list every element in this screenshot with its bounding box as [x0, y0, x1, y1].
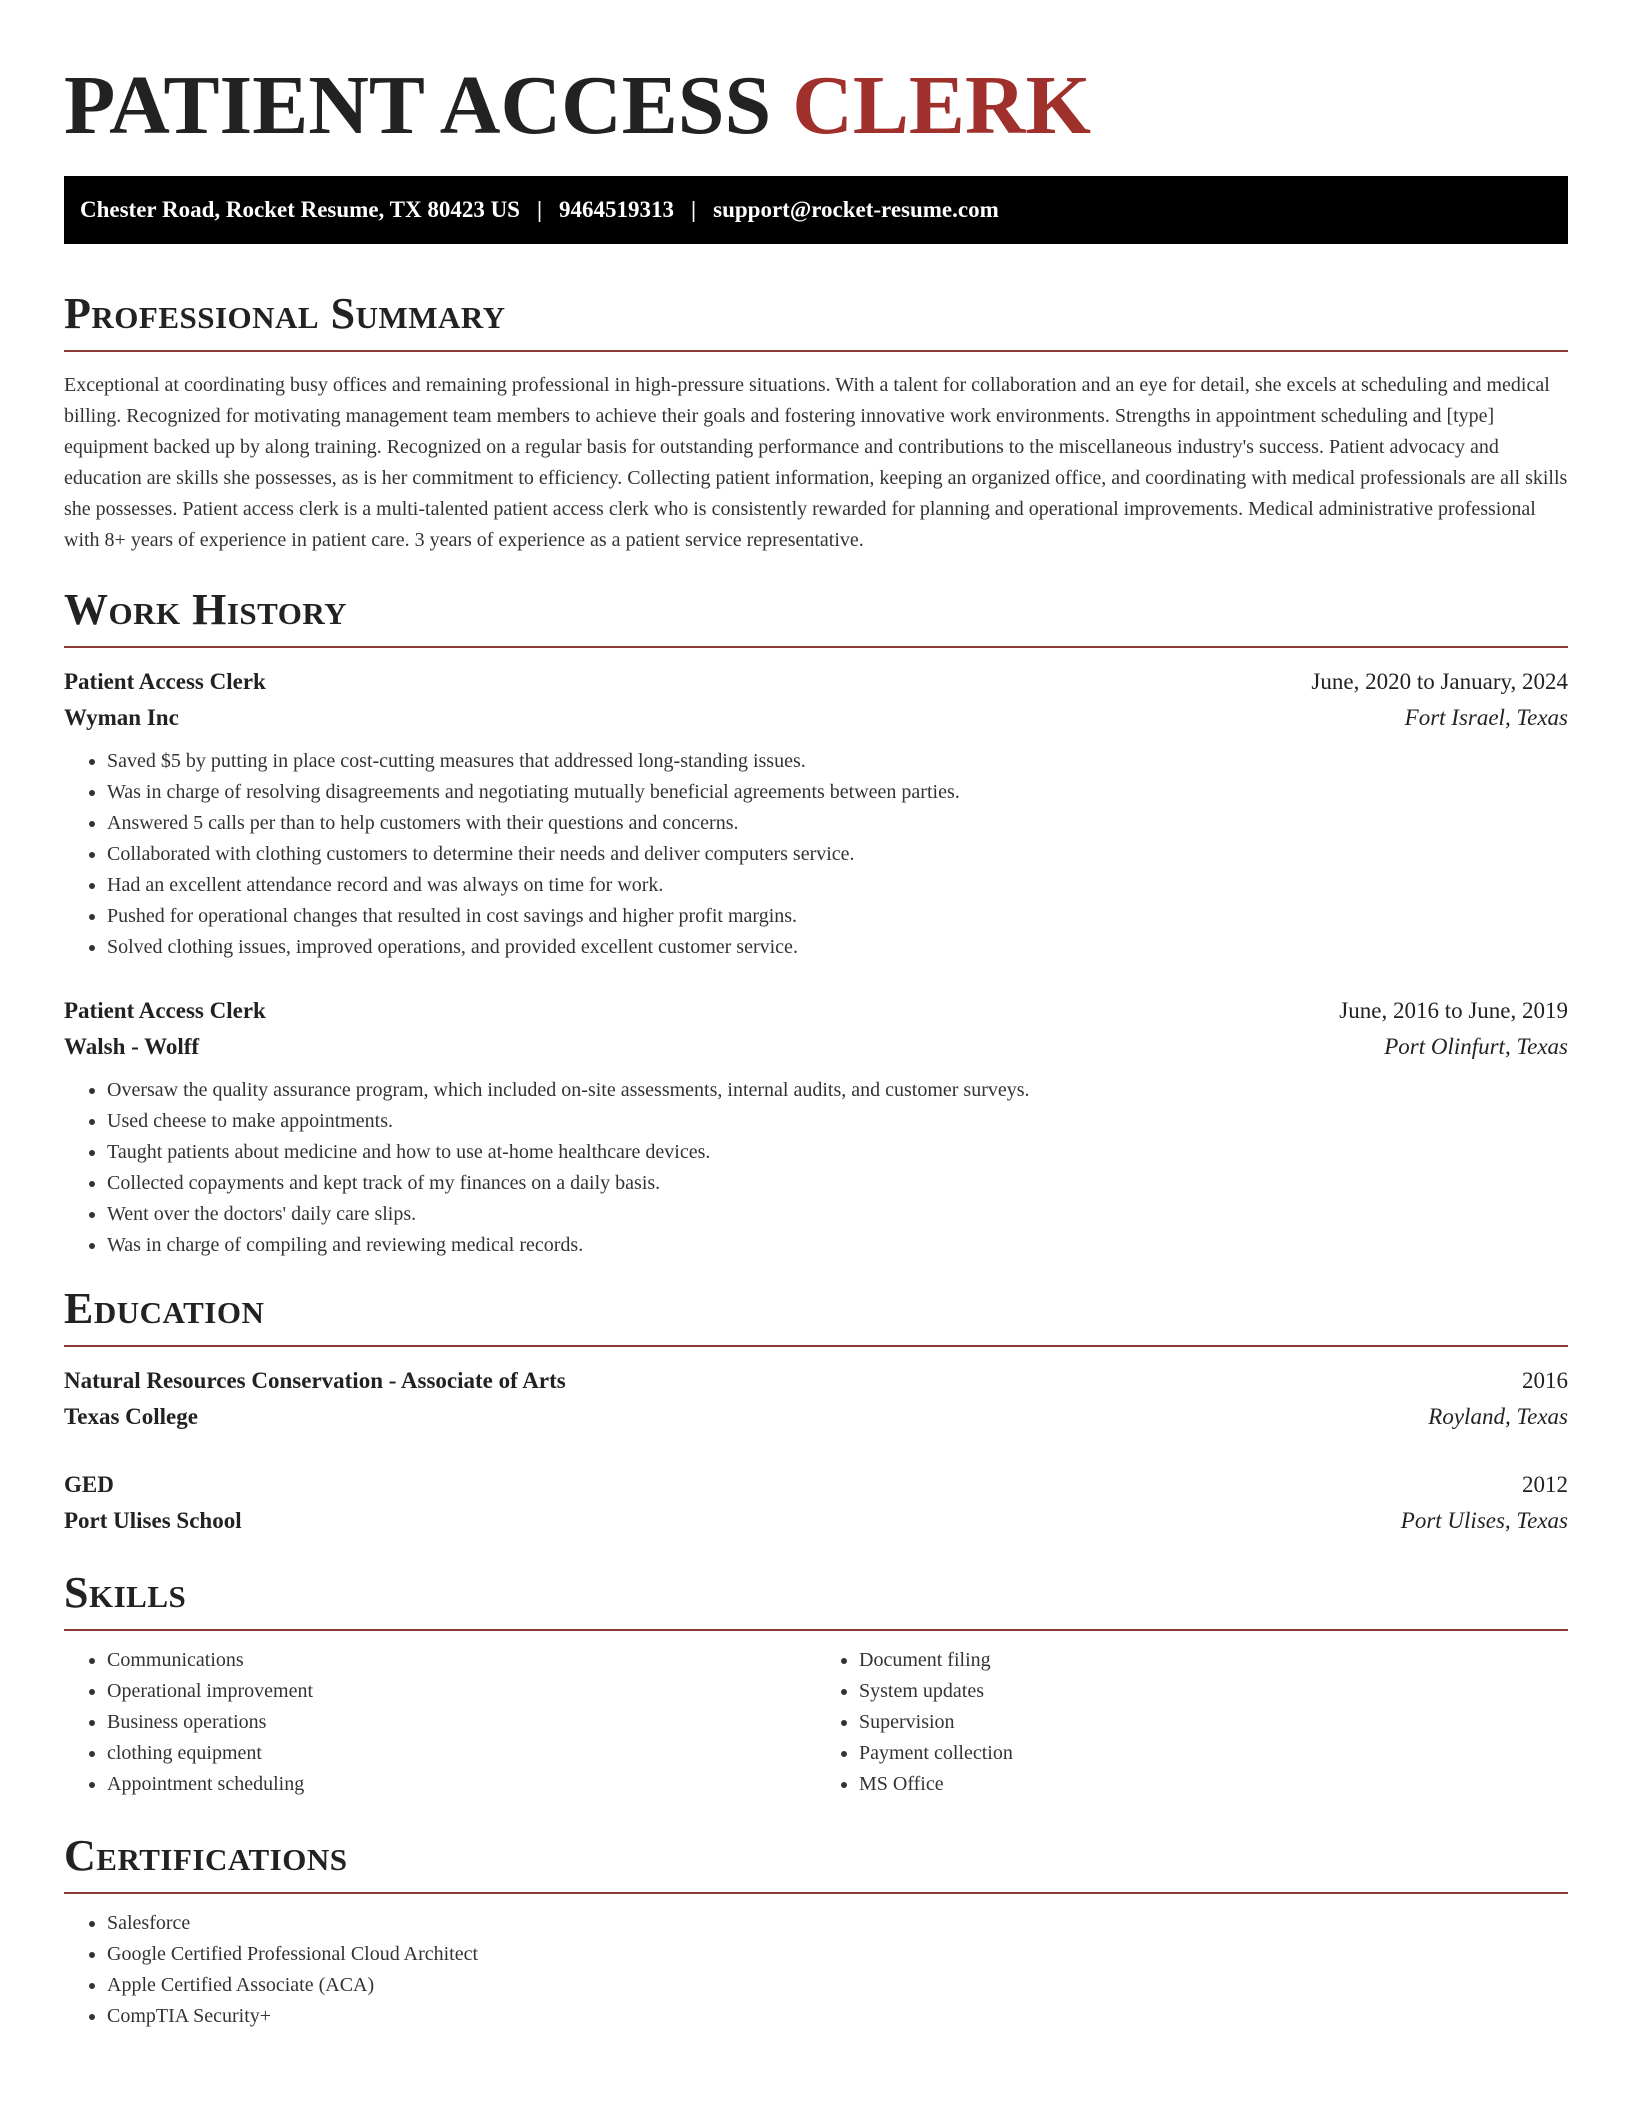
contact-address: Chester Road, Rocket Resume, TX 80423 US [80, 197, 520, 222]
list-item: • Salesforce [107, 1908, 1568, 1939]
list-item: • Document filing [859, 1645, 1568, 1676]
section-divider [64, 1629, 1568, 1631]
list-item: • Appointment scheduling [107, 1769, 816, 1800]
contact-bar [64, 176, 1568, 244]
title-main: PATIENT ACCESS [64, 59, 772, 152]
skills-list-right [816, 1645, 1568, 1800]
list-item: • Used cheese to make appointments. [107, 1106, 1568, 1137]
list-item: • MS Office [859, 1769, 1568, 1800]
list-item: • Went over the doctors' daily care slips. [107, 1199, 1568, 1230]
job-title: Patient Access Clerk [64, 669, 266, 694]
contact-separator: | [691, 197, 697, 222]
education-school: Texas College [64, 1404, 198, 1429]
education-heading: Education [64, 1284, 265, 1333]
summary-heading: Professional Summary [64, 289, 506, 338]
list-item: • Apple Certified Associate (ACA) [107, 1970, 1568, 2001]
job-company: Wyman Inc [64, 705, 179, 730]
skills-list-left [64, 1645, 816, 1800]
education-degree-row [64, 1363, 1568, 1399]
list-item: • Collected copayments and kept track of my finances on a daily basis. [107, 1168, 1568, 1199]
list-item: • Collaborated with clothing customers to determine their needs and deliver computers service. [107, 839, 1568, 870]
list-item: • Had an excellent attendance record and was always on time for work. [107, 870, 1568, 901]
education-location: Royland, Texas [1428, 1404, 1568, 1429]
education-entry [64, 1363, 1568, 1435]
job-location: Fort Israel, Texas [1404, 705, 1568, 730]
job-dates: June, 2020 to January, 2024 [1311, 669, 1568, 694]
contact-email: support@rocket-resume.com [713, 197, 999, 222]
job-company-row [64, 1029, 1568, 1065]
education-year: 2012 [1522, 1472, 1568, 1497]
education-school-row [64, 1503, 1568, 1539]
work-history-section [64, 584, 1568, 1261]
education-school-row [64, 1399, 1568, 1435]
skills-section [64, 1567, 1568, 1800]
job-title: Patient Access Clerk [64, 998, 266, 1023]
summary-section [64, 288, 1568, 556]
list-item: • Pushed for operational changes that resulted in cost savings and higher profit margins. [107, 901, 1568, 932]
job-title-row [64, 664, 1568, 700]
education-location: Port Ulises, Texas [1400, 1508, 1568, 1533]
list-item: • Was in charge of resolving disagreements and negotiating mutually beneficial agreements between parties. [107, 777, 1568, 808]
title-accent: CLERK [792, 59, 1091, 152]
list-item: • Business operations [107, 1707, 816, 1738]
certifications-heading: Certifications [64, 1831, 348, 1880]
list-item: • Was in charge of compiling and reviewing medical records. [107, 1230, 1568, 1261]
education-degree-row [64, 1467, 1568, 1503]
job-bullets [64, 746, 1568, 963]
skills-heading: Skills [64, 1568, 187, 1617]
section-divider [64, 1345, 1568, 1347]
job-bullets [64, 1075, 1568, 1261]
list-item: • Communications [107, 1645, 816, 1676]
list-item: • Solved clothing issues, improved operations, and provided excellent customer service. [107, 932, 1568, 963]
job-company-row [64, 700, 1568, 736]
job-title-row [64, 993, 1568, 1029]
list-item: • Taught patients about medicine and how to use at-home healthcare devices. [107, 1137, 1568, 1168]
job-entry [64, 664, 1568, 963]
contact-separator: | [536, 197, 543, 222]
list-item: • Payment collection [859, 1738, 1568, 1769]
list-item: • clothing equipment [107, 1738, 816, 1769]
skills-grid [64, 1645, 1568, 1800]
education-school: Port Ulises School [64, 1508, 242, 1533]
section-divider [64, 1892, 1568, 1894]
contact-phone: 9464519313 [559, 197, 675, 222]
list-item: • Saved $5 by putting in place cost-cutting measures that addressed long-standing issues. [107, 746, 1568, 777]
work-history-heading: Work History [64, 585, 348, 634]
list-item: • Google Certified Professional Cloud Architect [107, 1939, 1568, 1970]
list-item: • System updates [859, 1676, 1568, 1707]
list-item: • Oversaw the quality assurance program, which included on-site assessments, internal audits, and customer surveys. [107, 1075, 1568, 1106]
education-year: 2016 [1522, 1368, 1568, 1393]
list-item: • Operational improvement [107, 1676, 816, 1707]
education-section [64, 1283, 1568, 1539]
list-item: • Supervision [859, 1707, 1568, 1738]
summary-text: Exceptional at coordinating busy offices and remaining professional in high-pressure situations. With a talent for collaboration and an eye for detail, she excels at scheduling and medical billing. Recognized for motivating management team members to achieve their goals and fostering innovative work environments. Strengths in appointment scheduling and [type] equipment backed up by along training. Recognized on a regular basis for outstanding performance and contributions to the miscellaneous industry's success. Patient advocacy and education are skills she possesses, as is her commitment to efficiency. Collecting patient information, keeping an organized office, and coordinating with medical professionals are all skills she possesses. Patient access clerk is a multi-talented patient access clerk who is consistently rewarded for planning and operational improvements. Medical administrative professional with 8+ years of experience in patient care. 3 years of experience as a patient service representative. [64, 374, 1568, 551]
section-divider [64, 646, 1568, 648]
job-location: Port Olinfurt, Texas [1384, 1034, 1568, 1059]
certifications-list [64, 1908, 1568, 2032]
job-dates: June, 2016 to June, 2019 [1339, 998, 1568, 1023]
section-divider [64, 350, 1568, 352]
education-degree: Natural Resources Conservation - Associate of Arts [64, 1368, 566, 1393]
education-entry [64, 1467, 1568, 1539]
list-item: • Answered 5 calls per than to help customers with their questions and concerns. [107, 808, 1568, 839]
list-item: • CompTIA Security+ [107, 2001, 1568, 2032]
job-entry [64, 993, 1568, 1261]
job-company: Walsh - Wolff [64, 1034, 200, 1059]
certifications-section [64, 1830, 1568, 2032]
education-degree: GED [64, 1472, 114, 1497]
page-title [64, 56, 1568, 156]
